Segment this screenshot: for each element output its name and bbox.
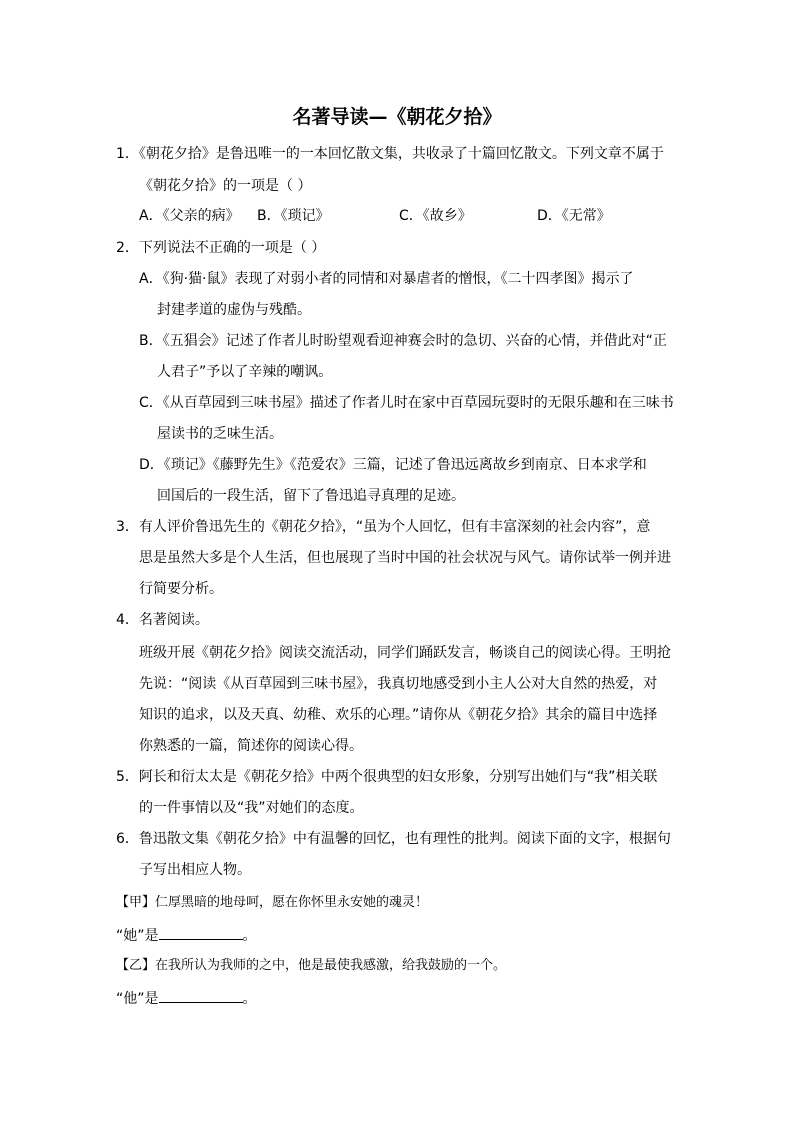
q4-line2: 班级开展《朝花夕拾》阅读交流活动，同学们踊跃发言，畅谈自己的阅读心得。王明抢: [139, 645, 671, 661]
q6-answer-jia-prefix: “她”是: [116, 928, 159, 944]
q4-line4: 知识的追求，以及天真、幼稚、欢乐的心理。”请你从《朝花夕拾》其余的篇目中选择: [139, 707, 658, 723]
q1-option-b: B．《琐记》: [257, 208, 330, 224]
q2-option-a-line2: 封建孝道的虚伪与残酷。: [157, 302, 311, 318]
q6-answer-yi-blank[interactable]: [159, 988, 243, 1003]
q6-passage-jia: 【甲】仁厚黑暗的地母呵，愿在你怀里永安她的魂灵！: [116, 895, 429, 910]
q4-line3: 先说：“阅读《从百草园到三味书屋》，我真切地感受到小主人公对大自然的热爱，对: [139, 676, 658, 692]
q2-option-d-line1: D．《琐记》《藤野先生》《范爱农》三篇，记述了鲁迅远离故乡到南京、日本求学和: [139, 457, 647, 473]
q1-option-c: C．《故乡》: [399, 208, 472, 224]
q6-answer-yi: [116, 988, 257, 1009]
q2-option-c-line2: 屋读书的乏味生活。: [157, 426, 283, 442]
q3-line3: 行简要分析。: [139, 581, 223, 597]
q1-stem-line2: 《朝花夕拾》的一项是（ ）: [139, 178, 312, 194]
q1-stem-line1: 1．《朝花夕拾》是鲁迅唯一的一本回忆散文集，共收录了十篇回忆散文。下列文章不属于: [116, 146, 664, 162]
page-title: 名著导读—《朝花夕拾》: [292, 106, 502, 128]
q6-answer-jia-blank[interactable]: [159, 925, 243, 940]
q6-answer-jia: [116, 925, 257, 946]
q4-line1: 4．名著阅读。: [116, 612, 209, 628]
q1-option-d: D．《无常》: [537, 208, 611, 224]
q6-answer-yi-prefix: “他”是: [116, 991, 159, 1007]
q6-answer-yi-suffix: 。: [242, 991, 257, 1007]
q2-option-d-line2: 回国后的一段生活，留下了鲁迅追寻真理的足迹。: [157, 488, 465, 504]
q1-options: [139, 206, 611, 226]
q3-line1: 3．有人评价鲁迅先生的《朝花夕拾》，“虽为个人回忆，但有丰富深刻的社会内容”，意: [116, 519, 651, 535]
q6-line1: 6．鲁迅散文集《朝花夕拾》中有温馨的回忆，也有理性的批判。阅读下面的文字，根据句: [116, 831, 671, 847]
q4-line5: 你熟悉的一篇，简述你的阅读心得。: [139, 738, 363, 754]
q2-option-b-line1: B．《五猖会》记述了作者儿时盼望观看迎神赛会时的急切、兴奋的心情，并借此对“正: [139, 333, 667, 349]
q2-option-b-line2: 人君子”予以了辛辣的嘲讽。: [157, 364, 333, 380]
q5-line1: 5．阿长和衍太太是《朝花夕拾》中两个很典型的妇女形象，分别写出她们与“我”相关联: [116, 769, 658, 785]
q2-option-c-line1: C．《从百草园到三味书屋》描述了作者儿时在家中百草园玩耍时的无限乐趣和在三味书: [139, 395, 674, 411]
q3-line2: 思是虽然大多是个人生活，但也展现了当时中国的社会状况与风气。请你试举一例并进: [139, 550, 671, 566]
q6-passage-yi: 【乙】在我所认为我师的之中，他是最使我感激，给我鼓励的一个。: [116, 958, 507, 973]
q2-stem: 2．下列说法不正确的一项是（ ）: [116, 240, 326, 256]
q5-line2: 的一件事情以及“我”对她们的态度。: [139, 800, 364, 816]
q1-option-a: A．《父亲的病》: [139, 208, 240, 224]
q6-answer-jia-suffix: 。: [242, 928, 257, 944]
q6-line2: 子写出相应人物。: [139, 862, 251, 878]
q2-option-a-line1: A．《狗·猫·鼠》表现了对弱小者的同情和对暴虐者的憎恨，《二十四孝图》揭示了: [139, 271, 634, 287]
